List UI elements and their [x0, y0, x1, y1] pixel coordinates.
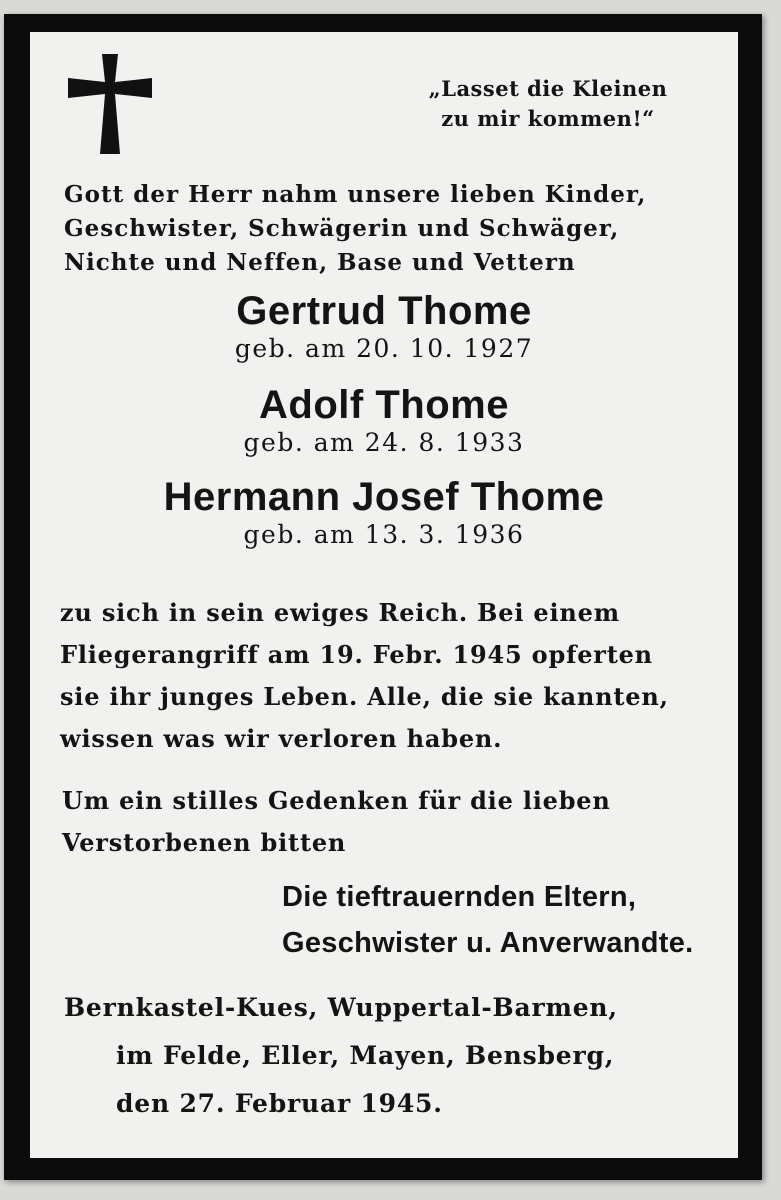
intro-text [64, 178, 724, 280]
iron-cross-icon [68, 54, 152, 154]
request-line: Verstorbenen bitten [62, 828, 347, 857]
body-line: Fliegerangriff am 19. Febr. 1945 opferten [60, 640, 653, 669]
card-paper [30, 32, 738, 1158]
person-entry [30, 288, 738, 364]
person-entry [30, 474, 738, 550]
body-text [60, 592, 730, 760]
intro-line: Gott der Herr nahm unsere lieben Kinder, [64, 181, 647, 208]
place-line: im Felde, Eller, Mayen, Bensberg, [116, 1041, 615, 1070]
intro-line: Nichte und Neffen, Base und Vettern [64, 249, 576, 276]
person-name: Hermann Josef Thome [163, 475, 605, 519]
body-line: wissen was wir verloren haben. [60, 724, 503, 753]
person-birth-date: geb. am 24. 8. 1933 [243, 428, 525, 457]
intro-line: Geschwister, Schwägerin und Schwäger, [64, 215, 620, 242]
signers [282, 874, 732, 966]
person-name: Gertrud Thome [236, 289, 532, 333]
motto-line: zu mir kommen!“ [441, 106, 655, 131]
signer-line: Geschwister u. Anverwandte. [282, 927, 694, 959]
request-text [62, 780, 732, 864]
memorial-card [4, 14, 762, 1180]
person-birth-date: geb. am 13. 3. 1936 [243, 520, 525, 549]
place-line: Bernkastel-Kues, Wuppertal-Barmen, [64, 993, 618, 1022]
date-line: den 27. Februar 1945. [116, 1089, 443, 1118]
person-entry [30, 382, 738, 458]
request-line: Um ein stilles Gedenken für die lieben [62, 786, 611, 815]
body-line: sie ihr junges Leben. Alle, die sie kannten, [60, 682, 669, 711]
body-line: zu sich in sein ewiges Reich. Bei einem [60, 598, 620, 627]
person-birth-date: geb. am 20. 10. 1927 [234, 334, 534, 363]
motto-line: „Lasset die Kleinen [428, 76, 668, 101]
person-name: Adolf Thome [259, 383, 509, 427]
place-and-date [64, 984, 734, 1128]
motto-quote [398, 74, 698, 134]
signer-line: Die tieftrauernden Eltern, [282, 881, 637, 913]
